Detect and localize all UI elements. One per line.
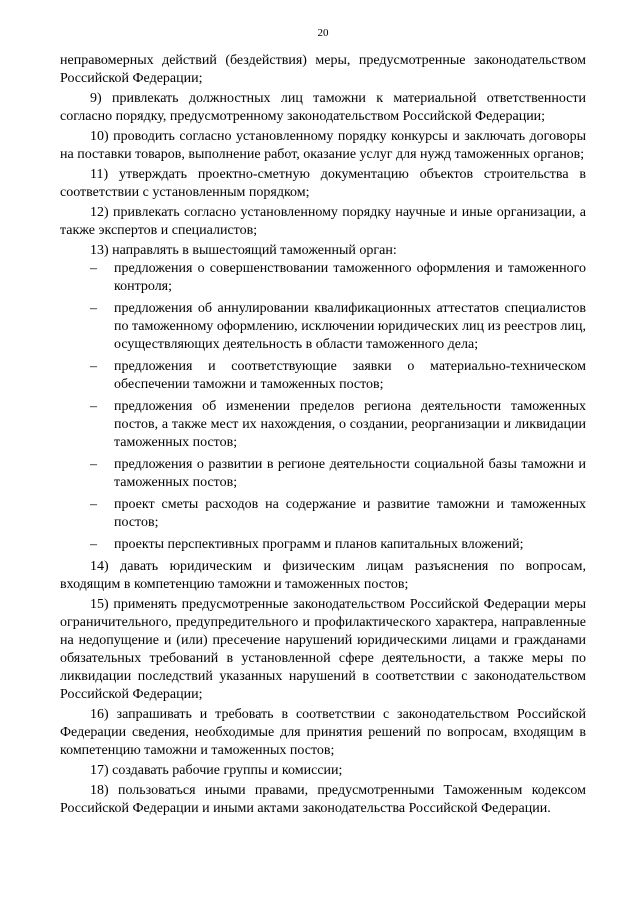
- sub-item-text: предложения о развитии в регионе деятельности социальной базы таможни и таможенных постов;: [114, 457, 586, 490]
- paragraph-item-12: 12) привлекать согласно установленному порядку научные и иные организации, а также экспертов и специалистов;: [60, 205, 586, 238]
- dash-marker: –: [90, 359, 97, 374]
- paragraph-item-11: 11) утверждать проектно-сметную документацию объектов строительства в соответствии с установленным порядком;: [60, 167, 586, 200]
- dash-marker: –: [90, 457, 97, 472]
- sub-item: [60, 260, 586, 296]
- dash-marker: –: [90, 301, 97, 316]
- dash-marker: –: [90, 537, 97, 552]
- page-number: 20: [317, 27, 329, 39]
- sub-item-text: проект сметы расходов на содержание и развитие таможни и таможенных постов;: [114, 497, 586, 530]
- paragraph-item-18: 18) пользоваться иными правами, предусмотренными Таможенным кодексом Российской Федерации и иными актами законодательства Российской Федерации.: [60, 783, 586, 816]
- sub-item: [60, 456, 586, 492]
- dash-marker: –: [90, 399, 97, 414]
- sub-item: [60, 496, 586, 532]
- paragraph-item-15: 15) применять предусмотренные законодательством Российской Федерации меры ограничительного, предупредительного и профилактического характера, направленные на недопущение и (или) пресечение нарушений юридическими лицами и гражданами обязательных требований в установленной сфере деятельности, а также меры по ликвидации последствий указанных нарушений в соответствии с законодательством Российской Федерации;: [60, 597, 586, 702]
- sub-item: [60, 358, 586, 394]
- paragraph-item-14: 14) давать юридическим и физическим лицам разъяснения по вопросам, входящим в компетенцию таможни и таможенных постов;: [60, 559, 586, 592]
- paragraph-item-16: 16) запрашивать и требовать в соответствии с законодательством Российской Федерации сведения, необходимые для принятия решений по вопросам, входящим в компетенцию таможни и таможенных постов;: [60, 707, 586, 758]
- paragraph-continuation: неправомерных действий (бездействия) меры, предусмотренные законодательством Российской Федерации;: [60, 53, 586, 86]
- sub-item-text: предложения об изменении пределов региона деятельности таможенных постов, а также мест их нахождения, о создании, реорганизации и ликвидации таможенных постов;: [114, 399, 586, 450]
- paragraph-item-13: 13) направлять в вышестоящий таможенный орган:: [90, 243, 397, 258]
- sub-item: [60, 398, 586, 452]
- sub-item: [60, 300, 586, 354]
- dash-marker: –: [90, 261, 97, 276]
- sub-item-text: проекты перспективных программ и планов капитальных вложений;: [114, 537, 524, 552]
- paragraph-item-17: 17) создавать рабочие группы и комиссии;: [90, 763, 343, 778]
- paragraph-item-10: 10) проводить согласно установленному порядку конкурсы и заключать договоры на поставки товаров, выполнение работ, оказание услуг для нужд таможенных органов;: [60, 129, 586, 162]
- sub-item-text: предложения и соответствующие заявки о материально-техническом обеспечении таможни и таможенных постов;: [114, 359, 586, 392]
- sub-item-text: предложения о совершенствовании таможенного оформления и таможенного контроля;: [114, 261, 586, 294]
- sub-item: [60, 536, 586, 554]
- paragraph-item-9: 9) привлекать должностных лиц таможни к материальной ответственности согласно порядку, предусмотренному законодательством Российской Федерации;: [60, 91, 586, 124]
- dash-marker: –: [90, 497, 97, 512]
- sub-item-text: предложения об аннулировании квалификационных аттестатов специалистов по таможенному оформлению, исключении юридических лиц из реестров лиц, осуществляющих деятельность в области таможенного дела;: [114, 301, 586, 352]
- document-page: [60, 26, 586, 818]
